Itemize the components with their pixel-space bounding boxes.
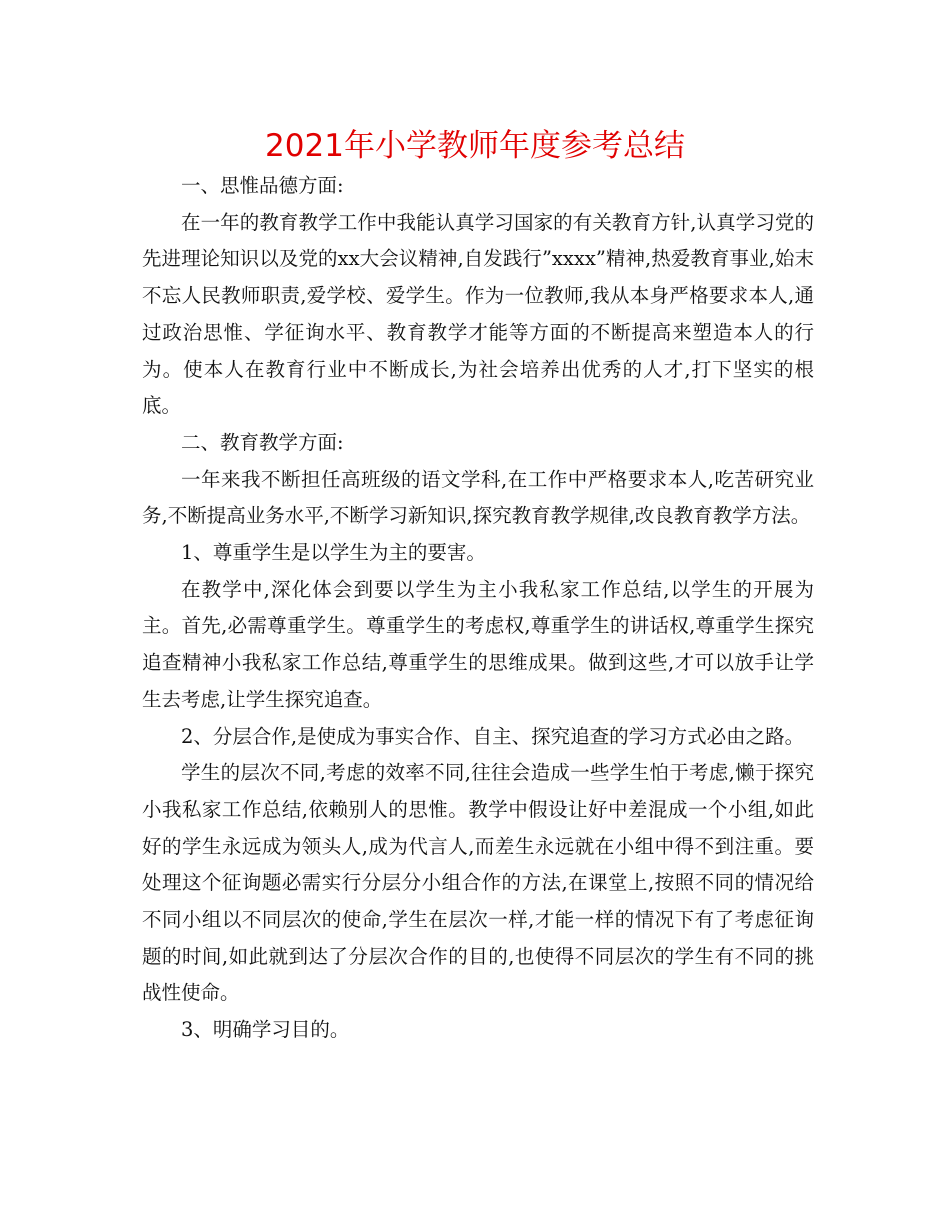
subsection-heading: 3、明确学习目的。 (181, 1018, 350, 1042)
section-heading: 一、思惟品德方面: (181, 174, 344, 197)
subsection-heading: 1、尊重学生是以学生为主的要害。 (181, 541, 486, 565)
document-title: 2021年小学教师年度参考总结 (265, 128, 685, 164)
section-heading: 二、教育教学方面: (181, 430, 344, 454)
subsection-heading: 2、分层合作,是使成为事实合作、自主、探究追查的学习方式必由之路。 (181, 724, 805, 748)
document-body (142, 168, 814, 1049)
paragraph: 一年来我不断担任高班级的语文学科,在工作中严格要求本人,吃苦研究业务,不断提高业务水平,不断学习新知识,探究教育教学规律,改良教育教学方法。 (142, 467, 814, 528)
paragraph: 在一年的教育教学工作中我能认真学习国家的有关教育方针,认真学习党的先进理论知识以及党的xx大会议精神,自发践行”xxxx”精神,热爱教育事业,始末不忘人民教师职责,爱学校、爱学生。作为一位教师,我从本身严格要求本人,通过政治思惟、学征询水平、教育教学才能等方面的不断提高来塑造本人的行为。使本人在教育行业中不断成长,为社会培养出优秀的人才,打下坚实的根底。 (142, 210, 814, 418)
paragraph: 在教学中,深化体会到要以学生为主小我私家工作总结,以学生的开展为主。首先,必需尊重学生。尊重学生的考虑权,尊重学生的讲话权,尊重学生探究追查精神小我私家工作总结,尊重学生的思维成果。做到这些,才可以放手让学生去考虑,让学生探究追查。 (142, 577, 814, 711)
paragraph: 学生的层次不同,考虑的效率不同,往往会造成一些学生怕于考虑,懒于探究小我私家工作总结,依赖别人的思惟。教学中假设让好中差混成一个小组,如此好的学生永远成为领头人,成为代言人,而差生永远就在小组中得不到注重。要处理这个征询题必需实行分层分小组合作的方法,在课堂上,按照不同的情况给不同小组以不同层次的使命,学生在层次一样,才能一样的情况下有了考虑征询题的时间,如此就到达了分层次合作的目的,也使得不同层次的学生有不同的挑战性使命。 (142, 761, 814, 1005)
